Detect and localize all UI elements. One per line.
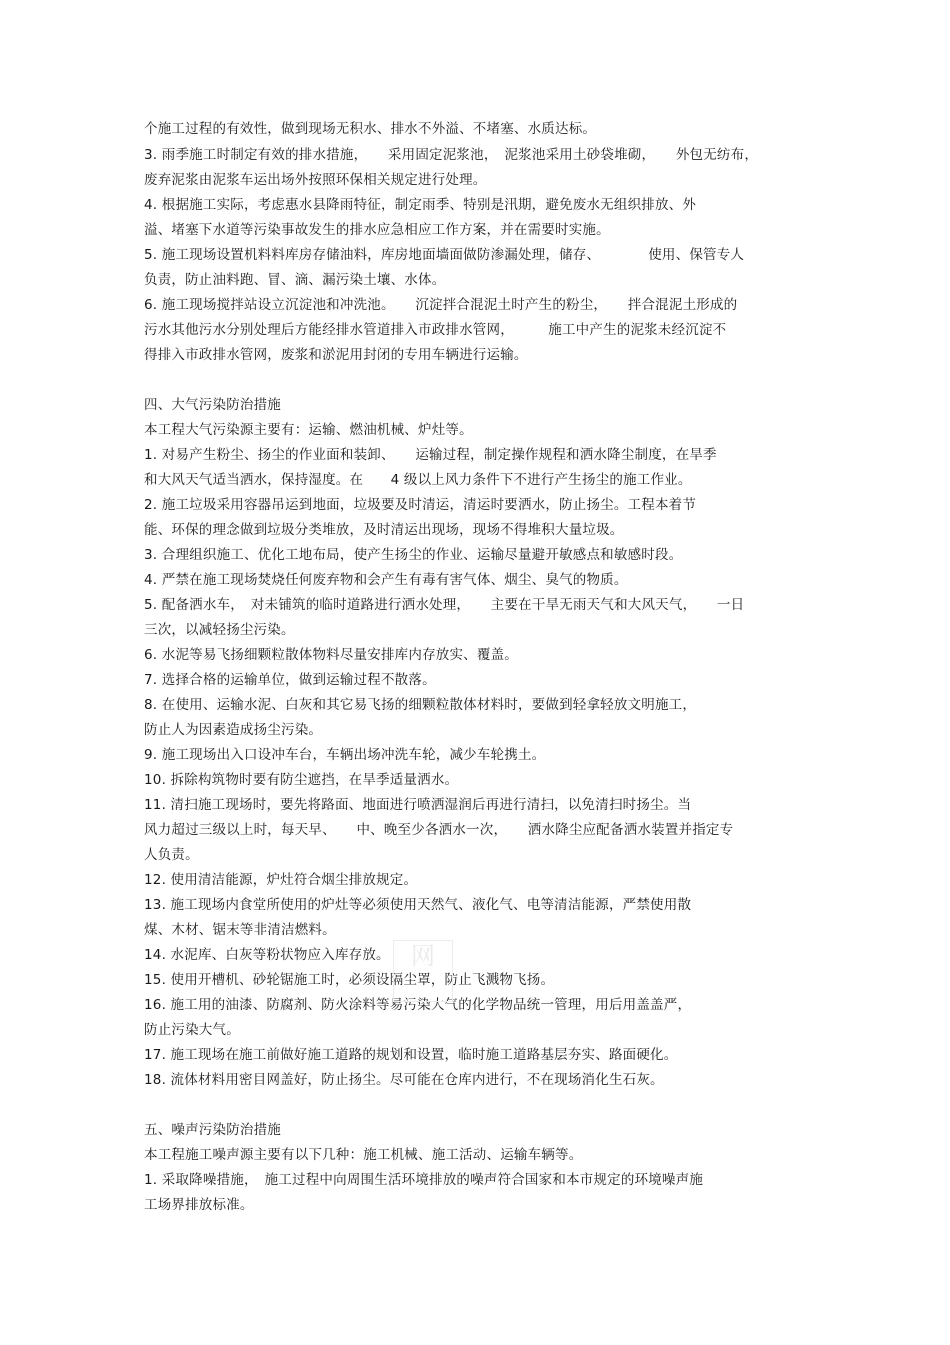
text-line: 防止污染大气。: [144, 1022, 240, 1038]
text-line: 6. 施工现场搅拌站设立沉淀池和冲洗池。 沉淀拌合混泥土时产生的粉尘， 拌合混泥土形成的: [144, 297, 738, 313]
text-line: 13. 施工现场内食堂所使用的炉灶等必须使用天然气、液化气、电等清洁能源，严禁使用散: [144, 897, 692, 913]
text-line: 14. 水泥库、白灰等粉状物应入库存放。: [144, 947, 390, 963]
text-line: 9. 施工现场出入口设冲车台，车辆出场冲洗车轮，减少车轮携土。: [144, 747, 546, 763]
text-line: 煤、木材、锯末等非清洁燃料。: [144, 922, 336, 938]
text-line: 10. 拆除构筑物时要有防尘遮挡，在旱季适量洒水。: [144, 772, 459, 788]
text-line: 本工程大气污染源主要有：运输、燃油机械、炉灶等。: [144, 422, 473, 438]
text-line: 7. 选择合格的运输单位，做到运输过程不散落。: [144, 672, 436, 688]
text-line: 防止人为因素造成扬尘污染。: [144, 722, 323, 738]
text-line: 3. 雨季施工时制定有效的排水措施， 采用固定泥浆池， 泥浆池采用土砂袋堆砌， 外包无纺布，: [144, 147, 759, 163]
text-line: 人负责。: [144, 847, 199, 863]
text-line: 1. 采取降噪措施， 施工过程中向周围生活环境排放的噪声符合国家和本市规定的环境噪声施: [144, 1172, 704, 1188]
text-line: 6. 水泥等易飞扬细颗粒散体物料尽量安排库内存放实、覆盖。: [144, 647, 518, 663]
text-line: 本工程施工噪声源主要有以下几种：施工机械、施工活动、运输车辆等。: [144, 1147, 583, 1163]
text-line: 4. 根据施工实际，考虑惠水县降雨特征，制定雨季、特别是汛期，避免废水无组织排放、外: [144, 197, 697, 213]
text-line: 风力超过三级以上时，每天早、 中、晚至少各洒水一次， 洒水降尘应配备洒水装置并指定专: [144, 822, 734, 838]
text-line: 17. 施工现场在施工前做好施工道路的规划和设置，临时施工道路基层夯实、路面硬化。: [144, 1047, 678, 1063]
text-line: 废弃泥浆由泥浆车运出场外按照环保相关规定进行处理。: [144, 172, 487, 188]
text-line: 溢、堵塞下水道等污染事故发生的排水应急相应工作方案，并在需要时实施。: [144, 222, 610, 238]
text-line: 污水其他污水分别处理后方能经排水管道排入市政排水管网， 施工中产生的泥浆未经沉淀不: [144, 322, 727, 338]
section-heading: 四、大气污染防治措施: [144, 397, 281, 413]
text-line: 三次，以减轻扬尘污染。: [144, 622, 295, 638]
text-line: 得排入市政排水管网，废浆和淤泥用封闭的专用车辆进行运输。: [144, 347, 528, 363]
text-line: 工场界排放标准。: [144, 1197, 254, 1213]
text-line: 18. 流体材料用密目网盖好，防止扬尘。尽可能在仓库内进行，不在现场消化生石灰。: [144, 1072, 664, 1088]
text-line: 1. 对易产生粉尘、扬尘的作业面和装卸、 运输过程，制定操作规程和洒水降尘制度，在旱季: [144, 447, 717, 463]
text-line: 和大风天气适当洒水，保持湿度。在 4 级以上风力条件下不进行产生扬尘的施工作业。: [144, 472, 692, 488]
text-line: 5. 施工现场设置机料料库房存储油料，库房地面墙面做防渗漏处理，储存、 使用、保管专人: [144, 247, 745, 263]
text-line: 4. 严禁在施工现场焚烧任何废弃物和会产生有毒有害气体、烟尘、臭气的物质。: [144, 572, 628, 588]
text-line: 5. 配备洒水车， 对未铺筑的临时道路进行洒水处理， 主要在干旱无雨天气和大风天气， 一日: [144, 597, 745, 613]
section-heading: 五、噪声污染防治措施: [144, 1122, 281, 1138]
text-line: 16. 施工用的油漆、防腐剂、防火涂料等易污染大气的化学物品统一管理，用后用盖盖严，: [144, 997, 692, 1013]
text-line: 11. 清扫施工现场时，要先将路面、地面进行喷洒湿润后再进行清扫，以免清扫时扬尘。当: [144, 797, 692, 813]
text-line: 能、环保的理念做到垃圾分类堆放，及时清运出现场，现场不得堆积大量垃圾。: [144, 522, 624, 538]
text-line: 8. 在使用、运输水泥、白灰和其它易飞扬的细颗粒散体材料时，要做到轻拿轻放文明施工，: [144, 697, 697, 713]
text-line: 个施工过程的有效性，做到现场无积水、排水不外溢、不堵塞、水质达标。: [144, 121, 597, 137]
text-line: 12. 使用清洁能源，炉灶符合烟尘排放规定。: [144, 872, 418, 888]
text-line: 3. 合理组织施工、优化工地布局，使产生扬尘的作业、运输尽量避开敏感点和敏感时段。: [144, 547, 683, 563]
text-line: 15. 使用开槽机、砂轮锯施工时，必须设隔尘罩，防止飞溅物飞扬。: [144, 972, 555, 988]
watermark: 网: [393, 940, 453, 1002]
text-line: 负责，防止油料跑、冒、滴、漏污染土壤、水体。: [144, 272, 446, 288]
text-line: 2. 施工垃圾采用容器吊运到地面，垃圾要及时清运，清运时要洒水，防止扬尘。工程本着节: [144, 497, 697, 513]
